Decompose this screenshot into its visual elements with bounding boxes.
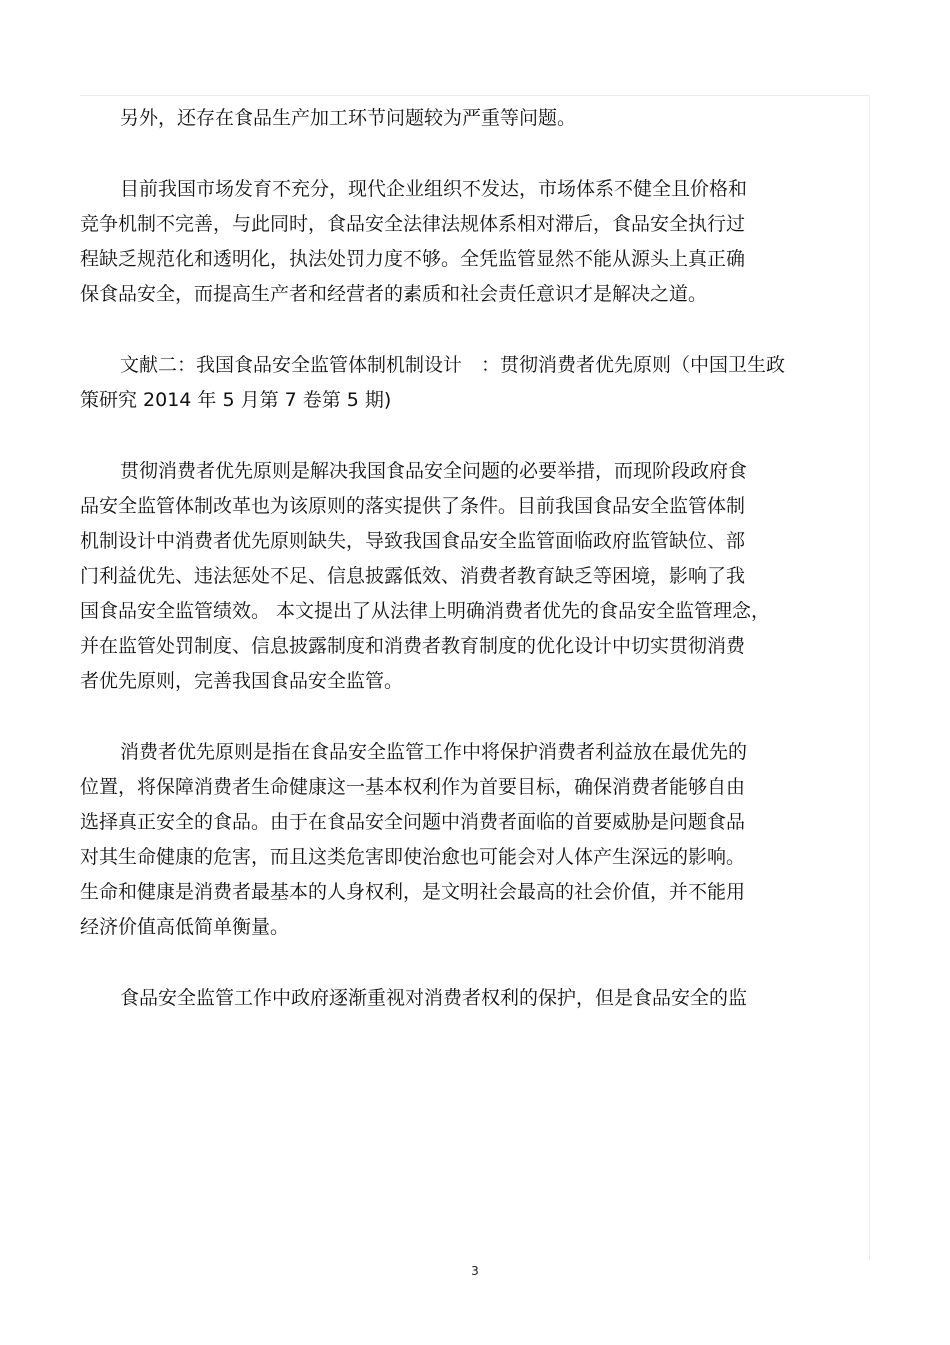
text-line: 保食品安全，而提高生产者和经营者的素质和社会责任意识才是解决之道。 (80, 283, 708, 305)
text-line: 另外，还存在食品生产加工环节问题较为严重等问题。 (120, 107, 577, 129)
text-line: 门利益优先、违法惩处不足、信息披露低效、消费者教育缺乏等困境，影响了我 (80, 565, 746, 587)
document-body (80, 101, 860, 1052)
text-line: 食品安全监管工作中政府逐渐重视对消费者权利的保护，但是食品安全的监 (120, 987, 748, 1009)
text-line: 目前我国市场发育不充分，现代企业组织不发达，市场体系不健全且价格和 (120, 178, 748, 200)
text-line: 经济价值高低简单衡量。 (80, 916, 290, 938)
text-line: 消费者优先原则是指在食品安全监管工作中将保护消费者利益放在最优先的 (120, 741, 748, 763)
text-line: 生命和健康是消费者最基本的人身权利，是文明社会最高的社会价值，并不能用 (80, 881, 746, 903)
text-line: 贯彻消费者优先原则是解决我国食品安全问题的必要举措，而现阶段政府食 (120, 460, 748, 482)
text-line: 策研究 2014 年 5 月第 7 卷第 5 期) (80, 389, 392, 411)
paragraph-2 (80, 172, 860, 312)
paragraph-6 (80, 981, 860, 1016)
text-line: 品安全监管体制改革也为该原则的落实提供了条件。目前我国食品安全监管体制 (80, 495, 746, 517)
paragraph-1 (80, 101, 860, 136)
page-right-border (869, 95, 870, 1260)
reference-heading (80, 348, 860, 418)
page-number: 3 (471, 1264, 479, 1278)
text-line: 者优先原则，完善我国食品安全监管。 (80, 670, 404, 692)
text-line: 位置，将保障消费者生命健康这一基本权利作为首要目标，确保消费者能够自由 (80, 776, 746, 798)
text-line: 选择真正安全的食品。由于在食品安全问题中消费者面临的首要威胁是问题食品 (80, 811, 746, 833)
paragraph-5 (80, 735, 860, 945)
text-line: 对其生命健康的危害，而且这类危害即使治愈也可能会对人体产生深远的影响。 (80, 846, 746, 868)
page-top-border (80, 95, 870, 96)
text-line: 程缺乏规范化和透明化，执法处罚力度不够。全凭监管显然不能从源头上真正确 (80, 248, 746, 270)
text-line: 并在监管处罚制度、信息披露制度和消费者教育制度的优化设计中切实贯彻消费 (80, 635, 746, 657)
text-line: 文献二：我国食品安全监管体制机制设计 ：贯彻消费者优先原则（中国卫生政 (120, 354, 786, 376)
paragraph-4 (80, 454, 860, 699)
text-line: 机制设计中消费者优先原则缺失，导致我国食品安全监管面临政府监管缺位、部 (80, 530, 746, 552)
text-line: 竞争机制不完善，与此同时，食品安全法律法规体系相对滞后，食品安全执行过 (80, 213, 746, 235)
text-line: 国食品安全监管绩效。 本文提出了从法律上明确消费者优先的食品安全监管理念， (80, 600, 771, 622)
